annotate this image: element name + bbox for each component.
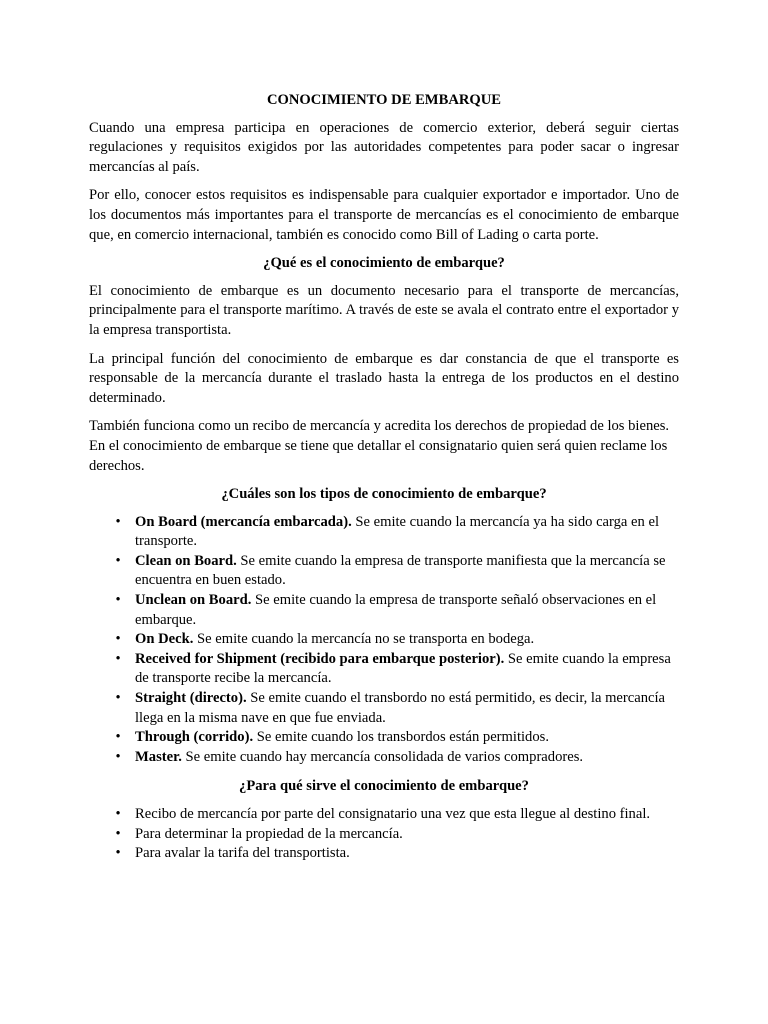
list-item-text: Se emite cuando la empresa de transporte señaló observaciones en el embarque. bbox=[135, 592, 657, 628]
list-item bbox=[89, 728, 679, 748]
bullet-icon: • bbox=[115, 748, 121, 765]
list-item-text: Para determinar la propiedad de la mercancía. bbox=[135, 825, 403, 842]
list-item-term: On Board (mercancía embarcada). bbox=[135, 513, 352, 530]
what-is-paragraph-3: También funciona como un recibo de mercancía y acredita los derechos de propiedad de los bienes. En el conocimiento de embarque se tiene que detallar el consignatario quien será quien reclame los derechos. bbox=[89, 418, 670, 474]
bullet-icon: • bbox=[115, 631, 121, 648]
bullet-icon: • bbox=[115, 845, 121, 862]
section-heading-purpose: ¿Para qué sirve el conocimiento de embarque? bbox=[239, 778, 529, 795]
what-is-paragraph-1: El conocimiento de embarque es un documento necesario para el transporte de mercancías, principalmente para el transporte marítimo. A través de este se avala el contrato entre el exportador y la empresa transportista. bbox=[89, 282, 679, 338]
purpose-list bbox=[89, 805, 679, 864]
what-is-paragraph-2: La principal función del conocimiento de embarque es dar constancia de que el transporte es responsable de la mercancía durante el traslado hasta la entrega de los productos en el destino determinado. bbox=[89, 350, 679, 406]
list-item-text: Se emite cuando los transbordos están permitidos. bbox=[253, 729, 549, 746]
list-item bbox=[89, 689, 679, 728]
list-item bbox=[89, 513, 679, 552]
list-item bbox=[89, 844, 679, 864]
document-title: CONOCIMIENTO DE EMBARQUE bbox=[266, 92, 502, 108]
types-list bbox=[89, 513, 679, 768]
list-item bbox=[89, 591, 679, 630]
list-item-term: Straight (directo). bbox=[135, 690, 247, 707]
list-item bbox=[89, 552, 679, 591]
list-item-text: Se emite cuando la mercancía ya ha sido carga en el transporte. bbox=[135, 513, 659, 550]
list-item-term: Master. bbox=[135, 748, 182, 765]
list-item-text: Se emite cuando la mercancía no se transporta en bodega. bbox=[193, 631, 535, 648]
bullet-icon: • bbox=[115, 552, 121, 569]
section-heading-types: ¿Cuáles son los tipos de conocimiento de embarque? bbox=[221, 486, 547, 503]
list-item-text: Recibo de mercancía por parte del consignatario una vez que esta llegue al destino final. bbox=[135, 806, 651, 822]
intro-paragraph-1: Cuando una empresa participa en operaciones de comercio exterior, deberá seguir ciertas regulaciones y requisitos exigidos por las autoridades competentes para poder sacar o ingresar mercancías al país. bbox=[89, 119, 679, 175]
list-item-text: Se emite cuando la empresa de transporte recibe la mercancía. bbox=[135, 650, 671, 687]
bullet-icon: • bbox=[115, 825, 121, 842]
intro-paragraph-2: Por ello, conocer estos requisitos es indispensable para cualquier exportador e importador. Uno de los documentos más importantes para el transporte de mercancías es el conocimiento de embarque que, en comercio internacional, también es conocido como Bill of Lading o carta porte. bbox=[89, 187, 679, 243]
list-item-text: Se emite cuando el transbordo no está permitido, es decir, la mercancía llega en la misma nave en que fue enviada. bbox=[135, 690, 666, 726]
bullet-icon: • bbox=[115, 729, 121, 746]
list-item bbox=[89, 825, 679, 845]
list-item-term: Unclean on Board. bbox=[135, 592, 252, 609]
list-item-term: Through (corrido). bbox=[135, 729, 254, 746]
bullet-icon: • bbox=[115, 592, 121, 609]
bullet-icon: • bbox=[115, 690, 121, 707]
list-item bbox=[89, 748, 679, 768]
list-item bbox=[89, 805, 679, 825]
list-item-text: Para avalar la tarifa del transportista. bbox=[135, 845, 350, 862]
list-item bbox=[89, 630, 679, 650]
list-item-term: Clean on Board. bbox=[135, 552, 237, 569]
list-item-text: Se emite cuando hay mercancía consolidada de varios compradores. bbox=[181, 748, 584, 765]
bullet-icon: • bbox=[115, 806, 121, 822]
section-heading-what-is: ¿Qué es el conocimiento de embarque? bbox=[263, 255, 505, 272]
list-item-text: Se emite cuando la empresa de transporte manifiesta que la mercancía se encuentra en buen estado. bbox=[135, 552, 666, 589]
list-item-term: On Deck. bbox=[135, 631, 194, 648]
bullet-icon: • bbox=[115, 513, 121, 530]
list-item bbox=[89, 650, 679, 689]
bullet-icon: • bbox=[115, 650, 121, 667]
list-item-term: Received for Shipment (recibido para embarque posterior). bbox=[135, 650, 505, 667]
